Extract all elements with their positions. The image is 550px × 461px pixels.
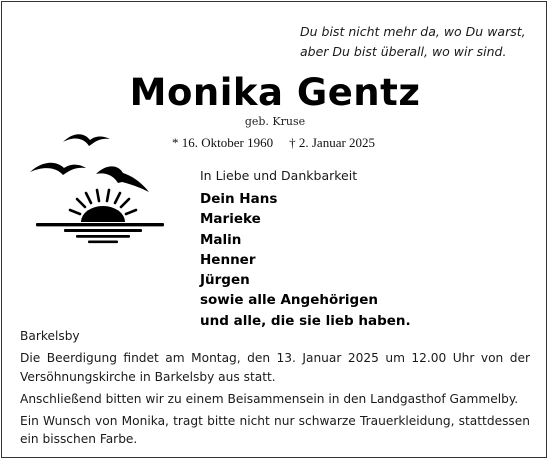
mourner-name: sowie alle Angehörigen (200, 292, 378, 309)
deceased-name: Monika Gentz (129, 71, 421, 114)
memorial-quote (300, 22, 540, 62)
sun-shape (81, 206, 125, 222)
mourner-name: Jürgen (200, 272, 250, 289)
mourner-name: und alle, die sie lieb haben. (200, 312, 411, 329)
dress-wish: Ein Wunsch von Monika, tragt bitte nicht nur schwarze Trauerkleidung, stattdessen ein bisschen Farbe. (20, 413, 530, 446)
mourner-name: Henner (200, 251, 256, 268)
mourners-intro: In Liebe und Dankbarkeit (200, 168, 358, 183)
notice-details (20, 327, 530, 452)
mourners-block (200, 166, 411, 331)
gathering-info: Anschließend bitten wir zu einem Beisammensein in den Landgasthof Gammelby. (20, 391, 519, 406)
death-date: † 2. Januar 2025 (289, 135, 376, 150)
place-name: Barkelsby (20, 329, 80, 343)
mourner-name: Dein Hans (200, 191, 278, 207)
mourner-name: Marieke (200, 211, 261, 228)
mourners-list (200, 189, 411, 331)
seagull-icon (96, 166, 149, 192)
mourner-name: Malin (200, 231, 242, 248)
quote-line-2: aber Du bist überall, wo wir sind. (300, 44, 507, 59)
birth-date: * 16. Oktober 1960 (172, 135, 274, 150)
seagulls-sunset-icon (28, 130, 188, 245)
maiden-name: geb. Kruse (244, 115, 306, 128)
quote-line-1: Du bist nicht mehr da, wo Du warst, (300, 24, 526, 39)
seagull-icon (30, 163, 86, 175)
life-dates (172, 135, 375, 151)
seagull-icon (63, 134, 110, 146)
funeral-info: Die Beerdigung findet am Montag, den 13. Januar 2025 um 12.00 Uhr von der Versöhnungskirche in Barkelsby aus statt. (20, 351, 530, 384)
